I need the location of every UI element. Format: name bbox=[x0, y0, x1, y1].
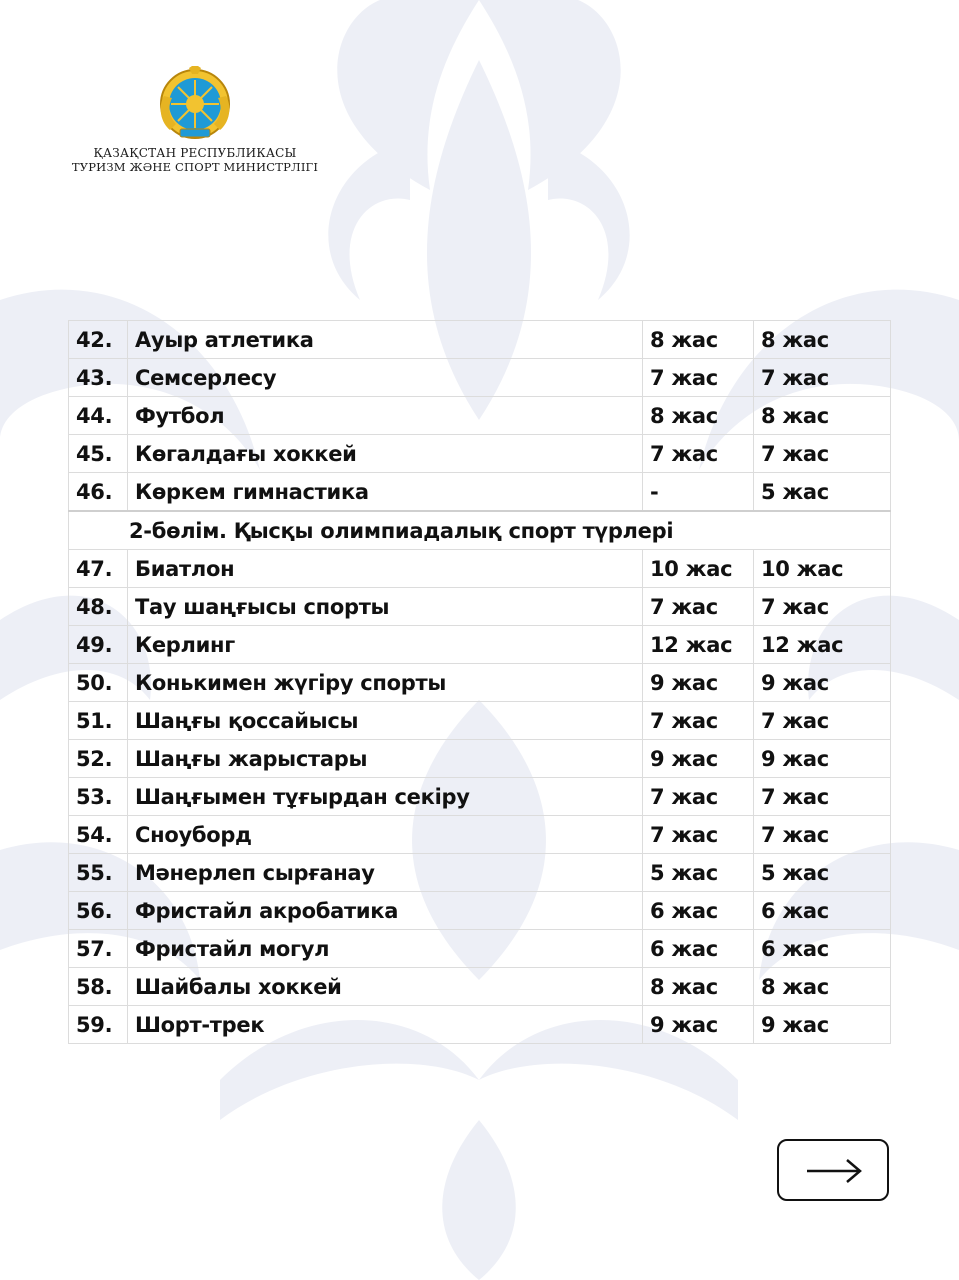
sport-name: Көркем гимнастика bbox=[128, 473, 643, 512]
table-row bbox=[69, 321, 891, 359]
row-number: 51. bbox=[69, 702, 128, 740]
row-number: 48. bbox=[69, 588, 128, 626]
row-number: 47. bbox=[69, 550, 128, 588]
table-row bbox=[69, 626, 891, 664]
sports-age-table bbox=[68, 320, 891, 1044]
age-column-1: 7 жас bbox=[643, 435, 754, 473]
age-column-1: 7 жас bbox=[643, 588, 754, 626]
row-number: 56. bbox=[69, 892, 128, 930]
sport-name: Конькимен жүгіру спорты bbox=[128, 664, 643, 702]
age-column-2: 8 жас bbox=[754, 968, 891, 1006]
table-row bbox=[69, 854, 891, 892]
age-column-1: 9 жас bbox=[643, 1006, 754, 1044]
sport-name: Шаңғы жарыстары bbox=[128, 740, 643, 778]
age-column-2: 7 жас bbox=[754, 435, 891, 473]
sport-name: Фристайл могул bbox=[128, 930, 643, 968]
section-row bbox=[69, 511, 891, 550]
age-column-1: 7 жас bbox=[643, 702, 754, 740]
table-row bbox=[69, 778, 891, 816]
row-number: 43. bbox=[69, 359, 128, 397]
table-row bbox=[69, 473, 891, 512]
age-column-2: 5 жас bbox=[754, 854, 891, 892]
age-column-2: 10 жас bbox=[754, 550, 891, 588]
sport-name: Көгалдағы хоккей bbox=[128, 435, 643, 473]
age-column-1: 7 жас bbox=[643, 778, 754, 816]
age-column-1: 9 жас bbox=[643, 740, 754, 778]
age-column-2: 7 жас bbox=[754, 359, 891, 397]
age-column-2: 9 жас bbox=[754, 1006, 891, 1044]
age-column-2: 7 жас bbox=[754, 702, 891, 740]
row-number: 49. bbox=[69, 626, 128, 664]
row-number: 58. bbox=[69, 968, 128, 1006]
table-row bbox=[69, 816, 891, 854]
age-column-1: 10 жас bbox=[643, 550, 754, 588]
sport-name: Мәнерлеп сырғанау bbox=[128, 854, 643, 892]
sport-name: Футбол bbox=[128, 397, 643, 435]
row-number: 52. bbox=[69, 740, 128, 778]
age-column-2: 9 жас bbox=[754, 664, 891, 702]
sport-name: Ауыр атлетика bbox=[128, 321, 643, 359]
age-column-2: 12 жас bbox=[754, 626, 891, 664]
age-column-1: 8 жас bbox=[643, 397, 754, 435]
age-column-1: 5 жас bbox=[643, 854, 754, 892]
row-number: 42. bbox=[69, 321, 128, 359]
table-row bbox=[69, 588, 891, 626]
row-number: 50. bbox=[69, 664, 128, 702]
sport-name: Керлинг bbox=[128, 626, 643, 664]
age-column-1: 7 жас bbox=[643, 359, 754, 397]
age-column-2: 5 жас bbox=[754, 473, 891, 512]
sport-name: Шайбалы хоккей bbox=[128, 968, 643, 1006]
age-column-1: 8 жас bbox=[643, 968, 754, 1006]
age-column-1: 6 жас bbox=[643, 892, 754, 930]
table-row bbox=[69, 664, 891, 702]
sport-name: Шаңғымен тұғырдан секіру bbox=[128, 778, 643, 816]
age-column-2: 7 жас bbox=[754, 588, 891, 626]
row-number: 44. bbox=[69, 397, 128, 435]
table-row bbox=[69, 550, 891, 588]
age-column-2: 9 жас bbox=[754, 740, 891, 778]
age-column-1: 9 жас bbox=[643, 664, 754, 702]
ministry-line-1: ҚАЗАҚСТАН РЕСПУБЛИКАСЫ bbox=[93, 146, 297, 160]
age-column-1: 6 жас bbox=[643, 930, 754, 968]
age-column-2: 7 жас bbox=[754, 816, 891, 854]
next-button[interactable] bbox=[777, 1139, 889, 1201]
arrow-right-icon bbox=[805, 1157, 863, 1185]
table-row bbox=[69, 968, 891, 1006]
row-number: 46. bbox=[69, 473, 128, 512]
table-row bbox=[69, 702, 891, 740]
table-row bbox=[69, 435, 891, 473]
kazakhstan-emblem-icon bbox=[156, 66, 234, 142]
sport-name: Биатлон bbox=[128, 550, 643, 588]
sport-name: Шаңғы қоссайысы bbox=[128, 702, 643, 740]
row-number: 55. bbox=[69, 854, 128, 892]
row-number: 45. bbox=[69, 435, 128, 473]
table-row bbox=[69, 740, 891, 778]
ministry-line-2: ТУРИЗМ ЖӘНЕ СПОРТ МИНИСТРЛІГІ bbox=[71, 160, 319, 174]
age-column-1: 12 жас bbox=[643, 626, 754, 664]
sport-name: Фристайл акробатика bbox=[128, 892, 643, 930]
table-row bbox=[69, 892, 891, 930]
ministry-name bbox=[60, 146, 330, 174]
age-column-2: 6 жас bbox=[754, 930, 891, 968]
row-number: 59. bbox=[69, 1006, 128, 1044]
sport-name: Шорт-трек bbox=[128, 1006, 643, 1044]
sport-name: Сноуборд bbox=[128, 816, 643, 854]
row-number: 53. bbox=[69, 778, 128, 816]
age-column-1: 8 жас bbox=[643, 321, 754, 359]
age-column-2: 8 жас bbox=[754, 397, 891, 435]
row-number: 54. bbox=[69, 816, 128, 854]
row-number: 57. bbox=[69, 930, 128, 968]
age-column-1: - bbox=[643, 473, 754, 512]
sport-name: Тау шаңғысы спорты bbox=[128, 588, 643, 626]
age-column-2: 6 жас bbox=[754, 892, 891, 930]
table-row bbox=[69, 930, 891, 968]
age-column-1: 7 жас bbox=[643, 816, 754, 854]
section-title: 2-бөлім. Қысқы олимпиадалық спорт түрлері bbox=[69, 511, 891, 550]
age-column-2: 8 жас bbox=[754, 321, 891, 359]
age-column-2: 7 жас bbox=[754, 778, 891, 816]
table-row bbox=[69, 1006, 891, 1044]
table-row bbox=[69, 359, 891, 397]
sport-name: Семсерлесу bbox=[128, 359, 643, 397]
table-row bbox=[69, 397, 891, 435]
